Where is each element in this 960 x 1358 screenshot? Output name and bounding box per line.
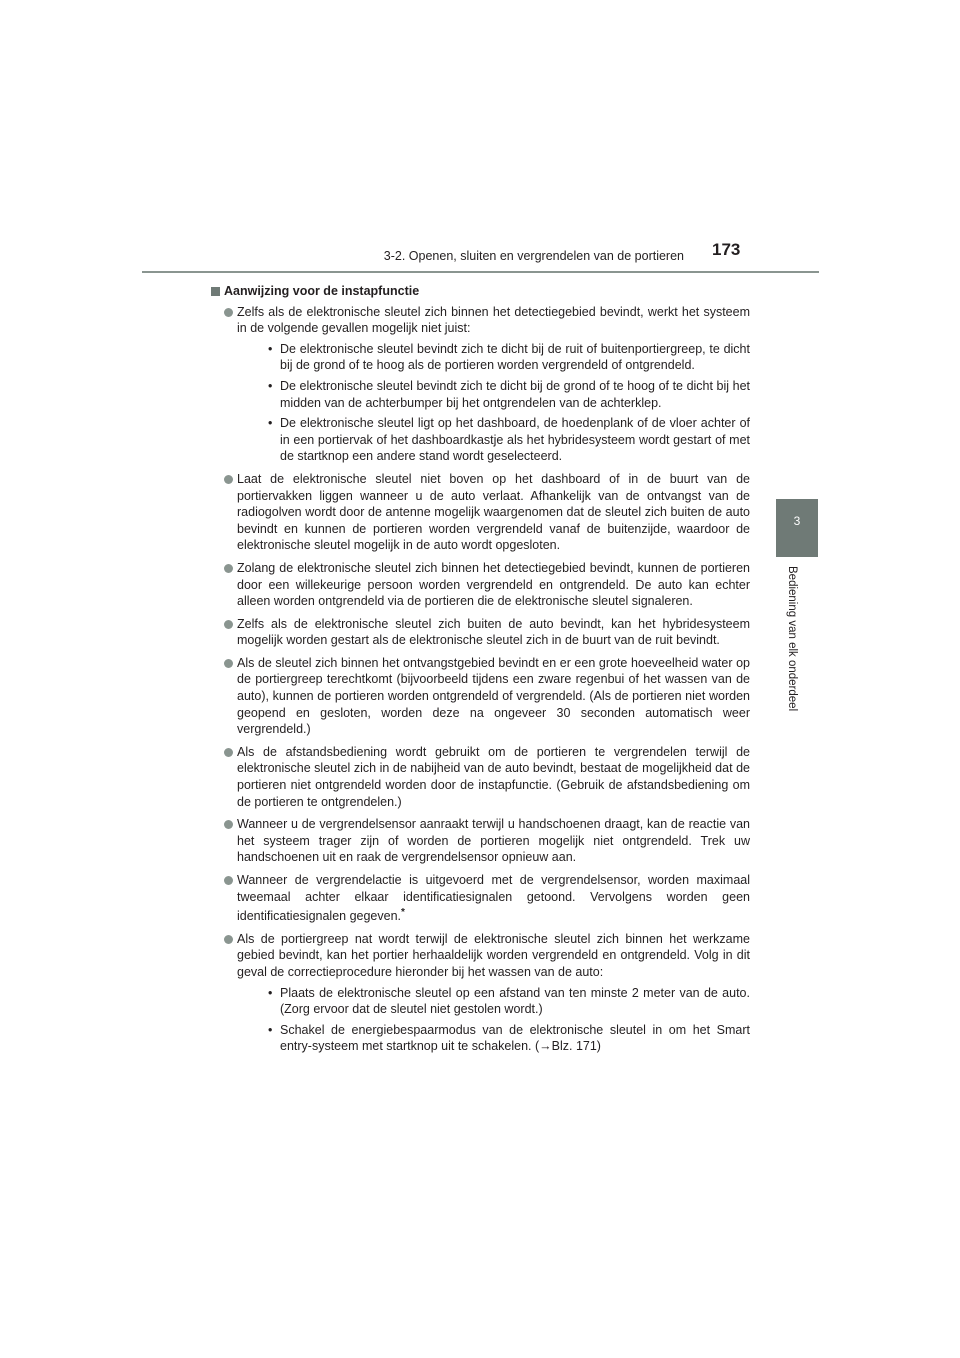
section-title: 3-2. Openen, sluiten en vergrendelen van de portieren [383,249,684,263]
sub-list-item [237,378,750,411]
list-item [209,304,750,465]
list-item [209,744,750,810]
list-item-text: Als de sleutel zich binnen het ontvangstgebied bevindt en er een grote hoeveelheid water op de portiergreep terechtkomt (bijvoorbeeld tijdens een zware regenbui of het wassen van de auto), kunnen de portieren worden ontgrendeld of vergrendeld. (Als de portieren niet worden geopend en gesloten, worden deze na ongeveer 30 seconden automatisch weer vergrendeld.) [237,655,750,737]
sub-list-item [237,1022,750,1055]
list-item [209,560,750,610]
footnote-mark: * [401,907,405,919]
circle-bullet-icon [224,820,233,829]
sub-list-item-text: Schakel de energiebespaarmodus van de elektronische sleutel in om het Smart entry-systeem met startknop uit te schakelen. (→Blz. 171) [280,1022,750,1054]
dot-bullet-icon: • [268,341,273,356]
main-content [209,283,750,1061]
sub-list-item-text: De elektronische sleutel ligt op het dashboard, de hoedenplank of de vloer achter of in een portiervak of het dashboardkastje als het hybridesysteem wordt gestart of met de startknop een andere stand wordt geselecteerd. [280,416,750,464]
circle-bullet-icon [224,876,233,885]
list-item-text: Wanneer de vergrendelactie is uitgevoerd met de vergrendelsensor, worden maximaal tweemaal achter elkaar identificatiesignalen getoond. Vervolgens worden geen identificatiesignalen gegeven. [237,873,750,924]
section-heading-text: Aanwijzing voor de instapfunctie [224,284,420,298]
circle-bullet-icon [224,620,233,629]
sub-list-item [237,341,750,374]
list-item-text: Zelfs als de elektronische sleutel zich buiten de auto bevindt, kan het hybridesysteem mogelijk worden gestart als de elektronische sleutel zich in de buurt van de ruit bevindt. [237,616,750,648]
list-item-text: Zolang de elektronische sleutel zich binnen het detectiegebied bevindt, kunnen de portieren door een willekeurige persoon worden vergrendeld en ontgrendeld. De auto kan echter alleen worden ontgrendeld via de portieren die de elektronische sleutel signaleren. [237,560,750,609]
list-item-text: Als de portiergreep nat wordt terwijl de elektronische sleutel zich binnen het werkzame gebied bevindt, kan het portier herhaaldelijk worden vergrendeld en ontgrendeld. Volg in dit geval de correctieprocedure hieronder bij het wassen van de auto: [237,931,750,979]
list-item-text: Als de afstandsbediening wordt gebruikt om de portieren te vergrendelen terwijl de elektronische sleutel zich in de nabijheid van de auto bevindt, bestaat de mogelijkheid dat de portieren niet ontgrendeld worden door de instapfunctie. (Gebruik de afstandsbediening om de portieren te ontgrendelen.) [237,744,750,809]
dot-bullet-icon: • [268,378,273,393]
list-item-text: Laat de elektronische sleutel niet boven op het dashboard of in de buurt van de portiervakken liggen wanneer u de auto verlaat. Afhankelijk van de ontvangst van de radiogolven wordt door de antenne mogelijk waargenomen dat de sleutel zich buiten de auto bevindt en kunnen de portieren worden vergrendeld vanaf de buitenzijde, waardoor de elektronische sleutel mogelijk in de auto wordt opgesloten. [237,471,750,553]
page-number: 173 [712,240,741,259]
sub-list-item [237,415,750,465]
list-item [209,931,750,1055]
sub-list-item-text: Plaats de elektronische sleutel op een afstand van ten minste 2 meter van de auto. (Zorg ervoor dat de sleutel niet gestolen wordt.) [280,985,750,1017]
list-item-text: Zelfs als de elektronische sleutel zich binnen het detectiegebied bevindt, werkt het systeem in de volgende gevallen mogelijk niet juist: [237,304,750,336]
list-item [209,655,750,738]
list-item-text: Wanneer u de vergrendelsensor aanraakt terwijl u handschoenen draagt, kan de reactie van het systeem trager zijn of worden de portieren mogelijk niet ontgrendeld. Trek uw handschoenen uit en raak de vergrendelsensor opnieuw aan. [237,817,750,865]
dot-bullet-icon: • [268,416,273,431]
circle-bullet-icon [224,748,233,757]
section-heading [209,283,750,300]
sub-list-item [237,985,750,1018]
sub-list [237,341,750,465]
chapter-tab [776,499,818,557]
circle-bullet-icon [224,564,233,573]
chapter-number: 3 [793,514,801,528]
circle-bullet-icon [224,659,233,668]
list-item [209,471,750,554]
list-item [209,816,750,866]
sub-list-item-text: De elektronische sleutel bevindt zich te dicht bij de grond of te hoog of te dicht bij het midden van de achterbumper bij het ontgrendelen van de achterklep. [280,378,750,410]
dot-bullet-icon: • [268,985,273,1000]
list-item [209,872,750,925]
sub-list [237,985,750,1055]
circle-bullet-icon [224,475,233,484]
square-bullet-icon [211,287,220,296]
circle-bullet-icon [224,935,233,944]
header-divider [142,271,819,273]
sub-list-item-text: De elektronische sleutel bevindt zich te dicht bij de ruit of buitenportiergreep, te dicht bij de grond of te hoog als de portieren worden vergrendeld of ontgrendeld. [280,341,750,373]
list-item [209,616,750,649]
chapter-label: Bediening van elk onderdeel [786,566,798,712]
dot-bullet-icon: • [268,1022,273,1037]
circle-bullet-icon [224,308,233,317]
